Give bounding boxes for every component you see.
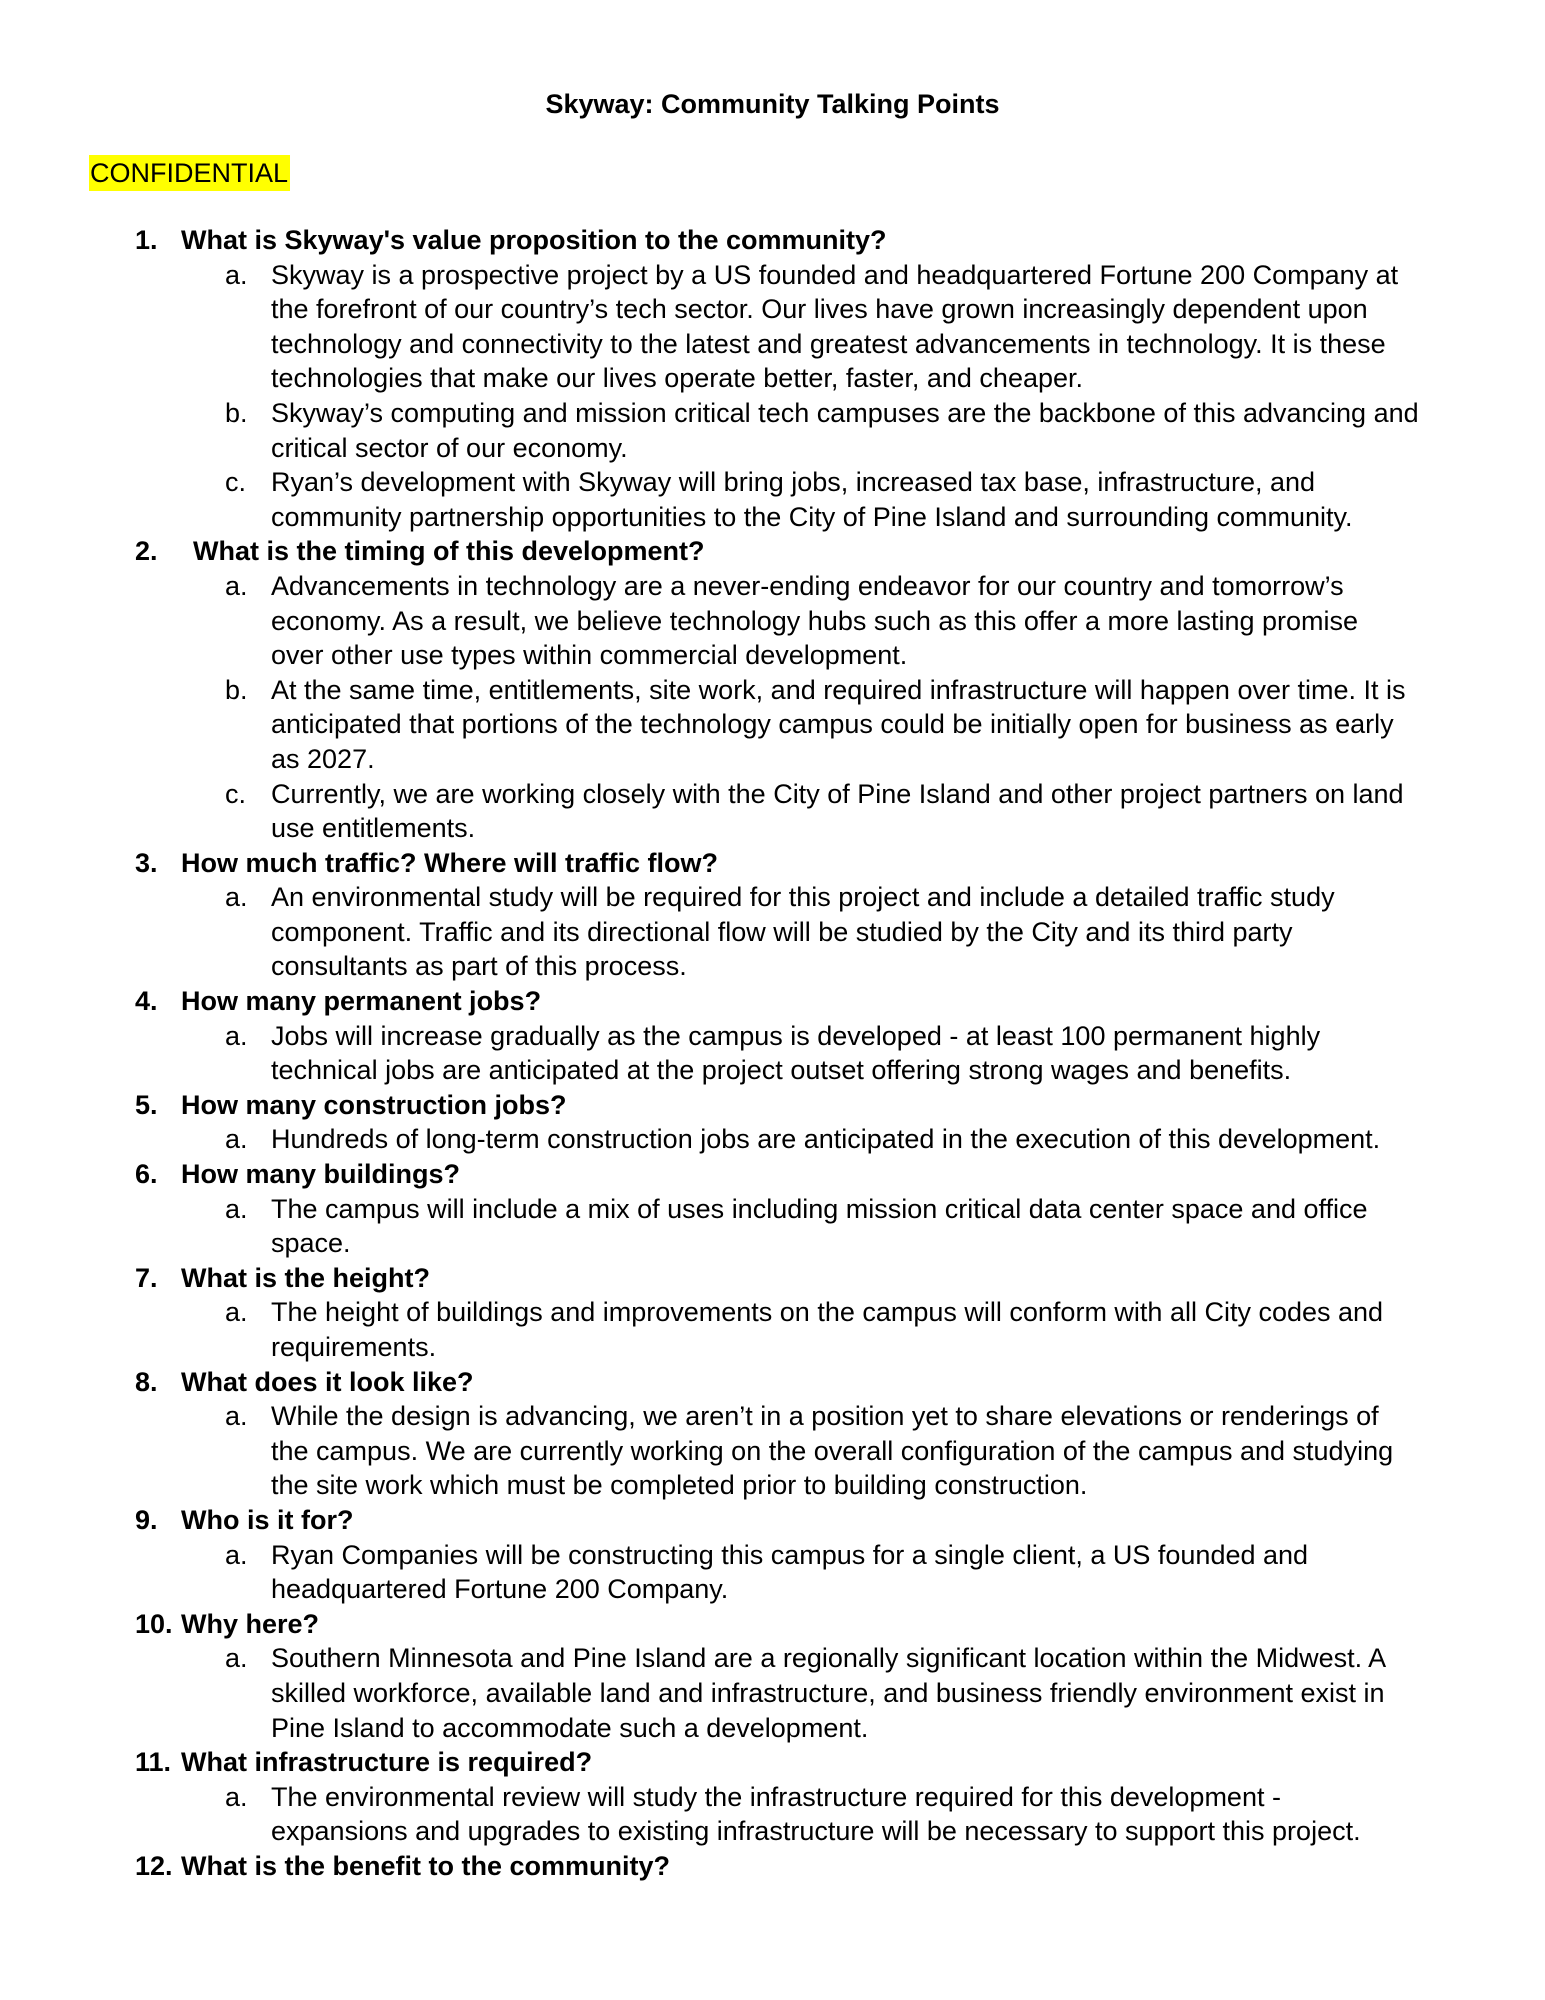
answer-letter: b. xyxy=(225,397,248,428)
question-text: How much traffic? Where will traffic flow? xyxy=(181,847,719,878)
answer-line: skilled workforce, available land and infrastructure, and business friendly environment exist in xyxy=(271,1677,1385,1708)
question-item xyxy=(0,1157,1545,1261)
answer-line: Ryan Companies will be constructing this campus for a single client, a US founded and xyxy=(271,1539,1309,1570)
question-item xyxy=(0,1088,1545,1157)
answer-list xyxy=(0,1780,1545,1849)
answer-letter: a. xyxy=(225,1020,248,1051)
answer-line: expansions and upgrades to existing infrastructure will be necessary to support this project. xyxy=(271,1816,1361,1847)
answer-list xyxy=(0,1122,1545,1157)
question-item xyxy=(0,1849,1545,1884)
question-text: What is the timing of this development? xyxy=(193,536,705,567)
answer-letter: a. xyxy=(225,1643,248,1674)
question-text: Who is it for? xyxy=(181,1504,354,1535)
answer-line: economy. As a result, we believe technology hubs such as this offer a more lasting promise xyxy=(271,605,1359,636)
answer-item xyxy=(0,569,1545,673)
question-number: 8. xyxy=(135,1366,158,1397)
answer-line: community partnership opportunities to the City of Pine Island and surrounding community. xyxy=(271,501,1353,532)
answer-line: component. Traffic and its directional flow will be studied by the City and its third party xyxy=(271,916,1293,947)
answer-line: Hundreds of long-term construction jobs are anticipated in the execution of this development. xyxy=(271,1124,1381,1155)
question-heading xyxy=(0,1745,1545,1780)
question-item xyxy=(0,1503,1545,1607)
answer-line: The campus will include a mix of uses including mission critical data center space and office xyxy=(271,1193,1368,1224)
answer-item xyxy=(0,777,1545,846)
answer-line: Currently, we are working closely with the City of Pine Island and other project partners on land xyxy=(271,778,1404,809)
question-number: 10. xyxy=(135,1608,173,1639)
question-heading xyxy=(0,1503,1545,1538)
question-heading xyxy=(0,984,1545,1019)
answer-item xyxy=(0,1538,1545,1607)
answer-line: the forefront of our country’s tech sector. Our lives have grown increasingly dependent upon xyxy=(271,294,1368,325)
answer-line: Southern Minnesota and Pine Island are a regionally significant location within the Midwest. A xyxy=(271,1643,1387,1674)
question-text: What infrastructure is required? xyxy=(181,1747,593,1778)
question-heading xyxy=(0,1365,1545,1400)
answer-item xyxy=(0,1399,1545,1503)
question-number: 12. xyxy=(135,1850,173,1881)
question-item xyxy=(0,1365,1545,1503)
answer-list xyxy=(0,1641,1545,1745)
answer-line: At the same time, entitlements, site work, and required infrastructure will happen over time. It is xyxy=(271,674,1406,705)
question-text: What is the benefit to the community? xyxy=(181,1850,671,1881)
answer-item xyxy=(0,880,1545,984)
answer-line: the campus. We are currently working on the overall configuration of the campus and studying xyxy=(271,1435,1394,1466)
answer-line: requirements. xyxy=(271,1332,437,1362)
answer-line: technologies that make our lives operate better, faster, and cheaper. xyxy=(271,363,1084,394)
answer-list xyxy=(0,1295,1545,1364)
answer-list xyxy=(0,1538,1545,1607)
answer-item xyxy=(0,396,1545,465)
answer-letter: a. xyxy=(225,570,248,601)
question-text: What is the height? xyxy=(181,1262,430,1293)
answer-line: technical jobs are anticipated at the project outset offering strong wages and benefits. xyxy=(271,1055,1292,1086)
answer-list xyxy=(0,258,1545,535)
question-item xyxy=(0,1607,1545,1745)
answer-line: Pine Island to accommodate such a development. xyxy=(271,1712,869,1743)
answer-letter: a. xyxy=(225,1401,248,1432)
answer-line: Jobs will increase gradually as the campus is developed - at least 100 permanent highly xyxy=(271,1020,1321,1051)
question-text: How many buildings? xyxy=(181,1159,461,1190)
question-text: What is Skyway's value proposition to the community? xyxy=(181,225,887,255)
answer-list xyxy=(0,1019,1545,1088)
answer-line: While the design is advancing, we aren’t in a position yet to share elevations or renderings of xyxy=(271,1401,1379,1432)
answer-item xyxy=(0,1192,1545,1261)
answer-line: technology and connectivity to the latest and greatest advancements in technology. It is these xyxy=(271,328,1386,359)
question-heading xyxy=(0,1849,1545,1884)
answer-line: headquartered Fortune 200 Company. xyxy=(271,1574,729,1605)
answer-letter: a. xyxy=(225,1539,248,1570)
confidential-label: CONFIDENTIAL xyxy=(89,155,290,191)
answer-line: An environmental study will be required for this project and include a detailed traffic study xyxy=(271,882,1335,913)
question-text: How many permanent jobs? xyxy=(181,986,542,1017)
answer-line: the site work which must be completed prior to building construction. xyxy=(271,1470,1088,1501)
question-number: 1. xyxy=(135,225,158,255)
answer-letter: a. xyxy=(225,1193,248,1224)
answer-list xyxy=(0,880,1545,984)
answer-line: space. xyxy=(271,1228,351,1259)
question-heading xyxy=(0,846,1545,881)
answer-item xyxy=(0,1019,1545,1088)
question-number: 4. xyxy=(135,986,158,1017)
question-item xyxy=(0,984,1545,1088)
answer-item xyxy=(0,1122,1545,1157)
answer-line: The environmental review will study the infrastructure required for this development - xyxy=(271,1781,1281,1812)
answer-line: consultants as part of this process. xyxy=(271,951,687,982)
answer-item xyxy=(0,1295,1545,1364)
question-heading xyxy=(0,1261,1545,1296)
question-heading xyxy=(0,534,1545,569)
answer-letter: c. xyxy=(225,467,247,498)
question-item xyxy=(0,223,1545,534)
question-heading xyxy=(0,223,1545,258)
answer-item xyxy=(0,465,1545,534)
question-number: 6. xyxy=(135,1159,158,1190)
answer-item xyxy=(0,1780,1545,1849)
answer-item xyxy=(0,1641,1545,1745)
question-item xyxy=(0,1745,1545,1849)
answer-line: critical sector of our economy. xyxy=(271,432,628,463)
question-number: 2. xyxy=(135,536,158,567)
question-item xyxy=(0,1261,1545,1365)
answer-letter: a. xyxy=(225,259,248,290)
answer-list xyxy=(0,569,1545,846)
answer-line: Advancements in technology are a never-ending endeavor for our country and tomorrow’s xyxy=(271,570,1344,601)
answer-line: anticipated that portions of the technology campus could be initially open for business as early xyxy=(271,709,1394,740)
question-text: How many construction jobs? xyxy=(181,1089,567,1120)
answer-list xyxy=(0,1399,1545,1503)
answer-line: Skyway’s computing and mission critical tech campuses are the backbone of this advancing and xyxy=(271,397,1419,428)
question-heading xyxy=(0,1157,1545,1192)
question-number: 9. xyxy=(135,1504,158,1535)
answer-letter: b. xyxy=(225,674,248,705)
question-item xyxy=(0,846,1545,984)
answer-line: The height of buildings and improvements on the campus will conform with all City codes and xyxy=(271,1297,1384,1328)
answer-letter: a. xyxy=(225,1781,248,1812)
answer-letter: a. xyxy=(225,882,248,913)
answer-line: over other use types within commercial development. xyxy=(271,640,908,671)
answer-item xyxy=(0,673,1545,777)
answer-letter: a. xyxy=(225,1124,248,1155)
answer-list xyxy=(0,1192,1545,1261)
question-number: 3. xyxy=(135,847,158,878)
question-heading xyxy=(0,1088,1545,1123)
question-heading xyxy=(0,1607,1545,1642)
answer-line: Ryan’s development with Skyway will bring jobs, increased tax base, infrastructure, and xyxy=(271,467,1316,498)
question-number: 5. xyxy=(135,1089,158,1120)
answer-letter: a. xyxy=(225,1297,248,1328)
question-list xyxy=(0,223,1545,1884)
answer-letter: c. xyxy=(225,778,247,809)
question-text: Why here? xyxy=(181,1608,320,1639)
answer-item xyxy=(0,258,1545,396)
question-number: 11. xyxy=(135,1747,172,1778)
question-text: What does it look like? xyxy=(181,1366,474,1397)
document-title: Skyway: Community Talking Points xyxy=(545,89,1000,119)
answer-line: Skyway is a prospective project by a US founded and headquartered Fortune 200 Company at xyxy=(271,259,1399,290)
answer-line: as 2027. xyxy=(271,743,375,774)
question-item xyxy=(0,534,1545,845)
answer-line: use entitlements. xyxy=(271,813,476,844)
question-number: 7. xyxy=(135,1262,158,1293)
